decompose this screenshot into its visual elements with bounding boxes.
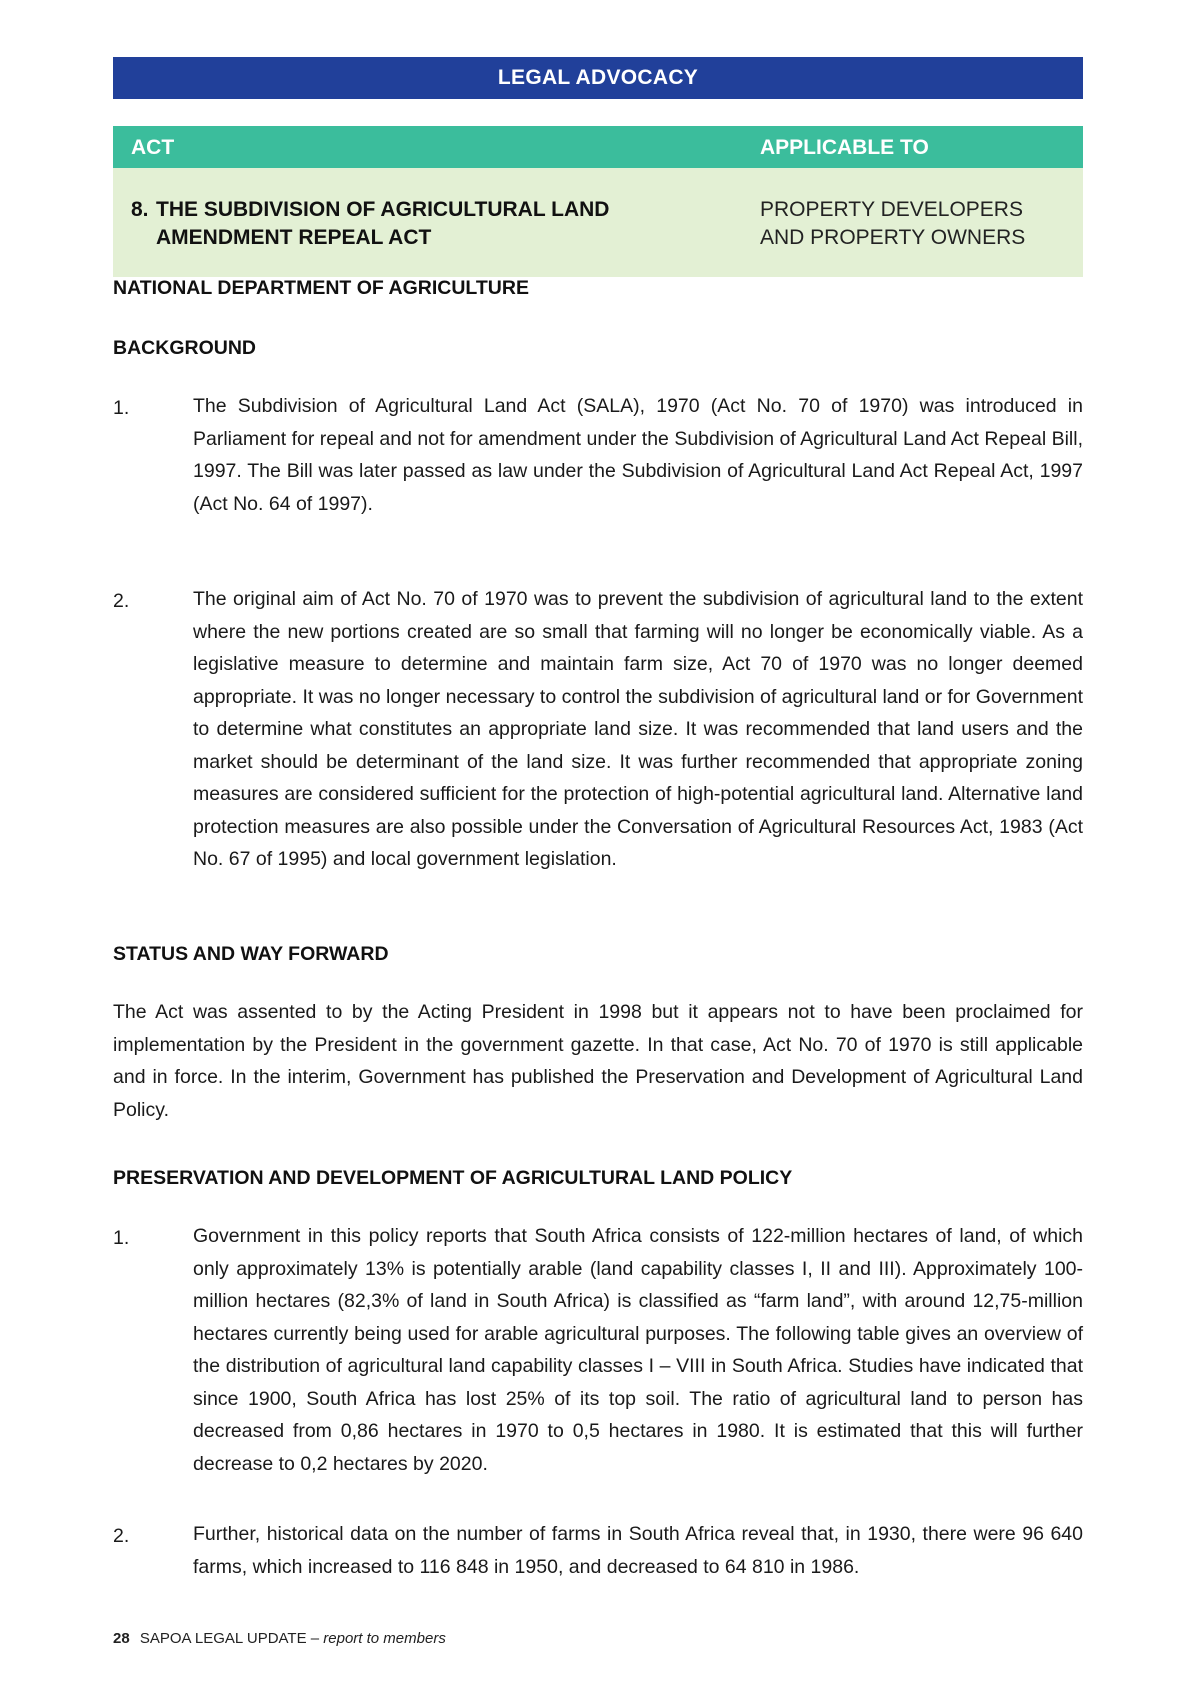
- policy-item-1-number: 1.: [113, 1227, 130, 1249]
- background-item-1-number: 1.: [113, 397, 130, 419]
- applicable-line-1: PROPERTY DEVELOPERS: [760, 198, 1023, 221]
- background-item-2-text: The original aim of Act No. 70 of 1970 was to prevent the subdivision of agricultural land to the extent where the new portions created are so small that farming will no longer be economically viable. As a legislative measure to determine and maintain farm size, Act 70 of 1970 was no longer deemed appropriate. It was no longer necessary to control the subdivision of agricultural land or for Government to determine what constitutes an appropriate land size. It was recommended that land users and the market should be determinant of the land size. It was further recommended that appropriate zoning measures are considered sufficient for the protection of high-potential agricultural land. Alternative land protection measures are also possible under the Conversation of Agricultural Resources Act, 1983 (Act No. 67 of 1995) and local government legislation.: [193, 588, 1083, 870]
- page-number: 28: [113, 1630, 130, 1647]
- background-item-2-number: 2.: [113, 590, 130, 612]
- act-table-row: [113, 168, 1083, 277]
- applicable-line-2: AND PROPERTY OWNERS: [760, 226, 1026, 249]
- department-heading: NATIONAL DEPARTMENT OF AGRICULTURE: [113, 277, 529, 299]
- policy-item-2-text: Further, historical data on the number of farms in South Africa reveal that, in 1930, there were 96 640 farms, which increased to 116 848 in 1950, and decreased to 64 810 in 1986.: [193, 1523, 1083, 1578]
- publication-name: SAPOA LEGAL UPDATE –: [139, 1630, 320, 1647]
- policy-item-1-text: Government in this policy reports that South Africa consists of 122-million hectares of land, of which only approximately 13% is potentially arable (land capability classes I, II and III). Approximately 100-million hectares (82,3% of land in South Africa) is classified as “farm land”, with around 12,75-million hectares currently being used for arable agricultural purposes. The following table gives an overview of the distribution of agricultural land capability classes I – VIII in South Africa. Studies have indicated that since 1900, South Africa has lost 25% of its top soil. The ratio of agricultural land to person has decreased from 0,86 hectares in 1970 to 0,5 hectares in 1980. It is estimated that this will further decrease to 0,2 hectares by 2020.: [193, 1225, 1083, 1475]
- policy-heading: PRESERVATION AND DEVELOPMENT OF AGRICULTURAL LAND POLICY: [113, 1167, 793, 1189]
- act-name: [131, 196, 691, 252]
- status-text: The Act was assented to by the Acting President in 1998 but it appears not to have been proclaimed for implementation by the President in the government gazette. In that case, Act No. 70 of 1970 is still applicable and in force. In the interim, Government has published the Preservation and Development of Agricultural Land Policy.: [113, 1001, 1083, 1121]
- publication-subtitle: report to members: [323, 1630, 446, 1647]
- act-table-header: [113, 126, 1083, 168]
- background-item-1-text: The Subdivision of Agricultural Land Act (SALA), 1970 (Act No. 70 of 1970) was introduced in Parliament for repeal and not for amendment under the Subdivision of Agricultural Land Act Repeal Bill, 1997. The Bill was later passed as law under the Subdivision of Agricultural Land Act Repeal Act, 1997 (Act No. 64 of 1997).: [193, 395, 1083, 515]
- act-column-header: ACT: [131, 136, 175, 159]
- section-title: LEGAL ADVOCACY: [497, 66, 699, 89]
- section-banner: [113, 57, 1083, 99]
- act-number: 8.: [131, 198, 149, 221]
- act-name-line-1: THE SUBDIVISION OF AGRICULTURAL LAND: [156, 198, 610, 221]
- applicable-to: [760, 196, 1080, 252]
- applicable-column-header: APPLICABLE TO: [760, 136, 929, 159]
- act-name-line-2: AMENDMENT REPEAL ACT: [156, 226, 432, 249]
- page-footer: [113, 1630, 446, 1647]
- status-heading: STATUS AND WAY FORWARD: [113, 943, 389, 965]
- background-heading: BACKGROUND: [113, 337, 256, 359]
- policy-item-2-number: 2.: [113, 1525, 130, 1547]
